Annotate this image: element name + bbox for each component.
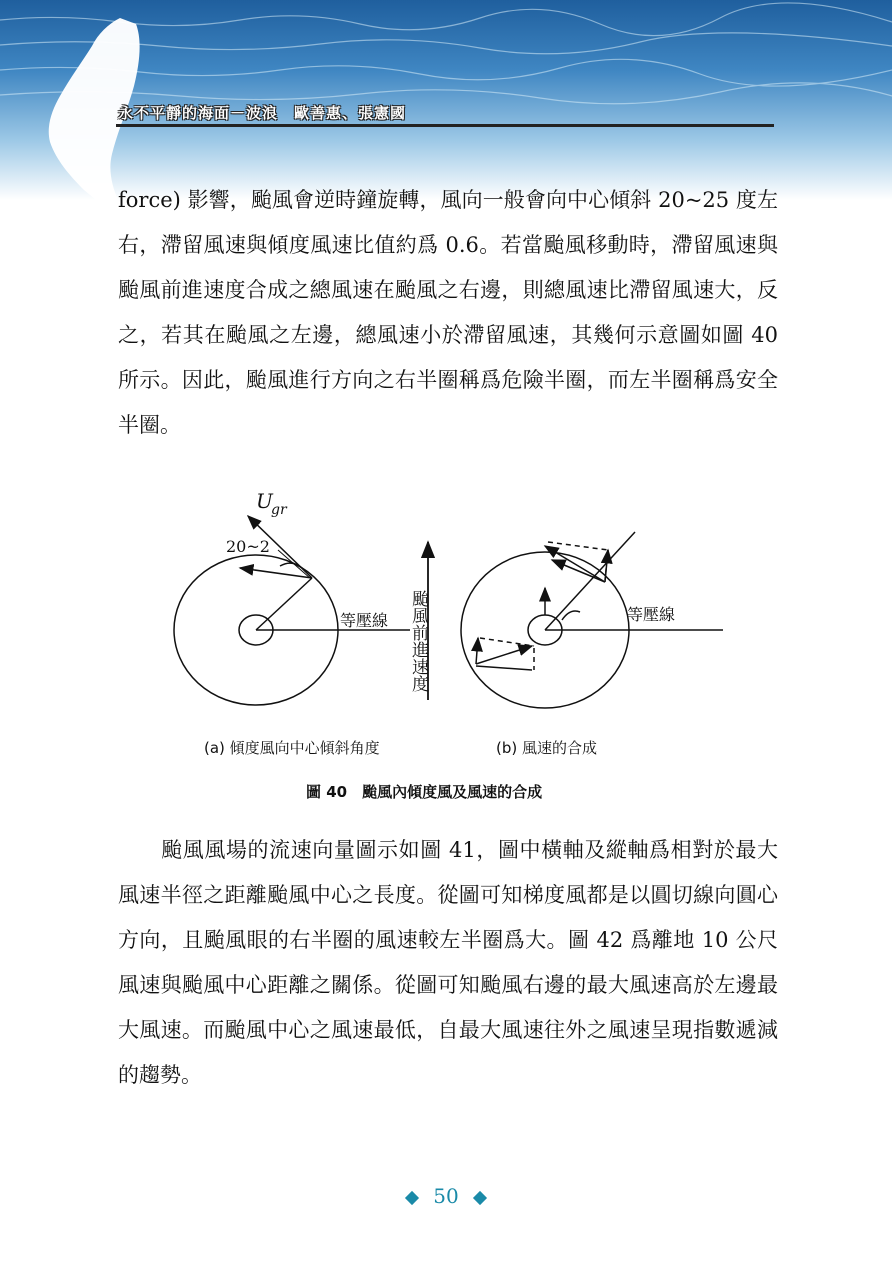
sea-background	[0, 0, 892, 200]
caption-a: (a) 傾度風向中心傾斜角度	[204, 739, 380, 757]
header-rule	[116, 124, 774, 127]
page-number-footer	[0, 1184, 892, 1208]
caption-b: (b) 風速的合成	[496, 739, 597, 757]
diagram-b	[461, 532, 723, 708]
paragraph-2: 颱風風場的流速向量圖示如圖 41，圖中橫軸及縱軸爲相對於最大風速半徑之距離颱風中心之長度。從圖可知梯度風都是以圓切線向圓心方向，且颱風眼的右半圈的風速較左半圈爲大。圖 42 爲離地 10 公尺風速與颱風中心距離之關係。從圖可知颱風右邊的最大風速高於左邊最大風速。而颱風中心之風速最低，自最大風速往外之風速呈現指數遞減的趨勢。	[118, 838, 778, 1087]
page-number: 50	[433, 1184, 459, 1208]
paragraph-1: force) 影響，颱風會逆時鐘旋轉，風向一般會向中心傾斜 20~25 度左右，滯留風速與傾度風速比值約爲 0.6。若當颱風移動時，滯留風速與颱風前進速度合成之總風速在颱風之右邊，則總風速比滯留風速大，反之，若其在颱風之左邊，總風速小於滯留風速，其幾何示意圖如圖 40 所示。因此，颱風進行方向之右半圈稱爲危險半圈，而左半圈稱爲安全半圈。	[118, 188, 778, 437]
diamond-icon-left	[405, 1190, 419, 1204]
angle-label: 20~2	[226, 537, 270, 556]
ugr-subscript: gr	[271, 502, 287, 518]
forward-speed-label: 颱風前進速度	[408, 590, 428, 692]
ugr-label: U	[256, 489, 273, 513]
isobar-label-b: 等壓線	[627, 605, 676, 624]
header-banner	[0, 0, 892, 200]
running-header-title: 永不平靜的海面－波浪 歐善惠、張憲國	[118, 104, 407, 122]
diamond-icon-right	[473, 1190, 487, 1204]
isobar-label-a: 等壓線	[340, 611, 389, 630]
figure-caption: 圖 40 颱風內傾度風及風速的合成	[306, 783, 543, 801]
figure-40-diagram	[160, 480, 760, 710]
